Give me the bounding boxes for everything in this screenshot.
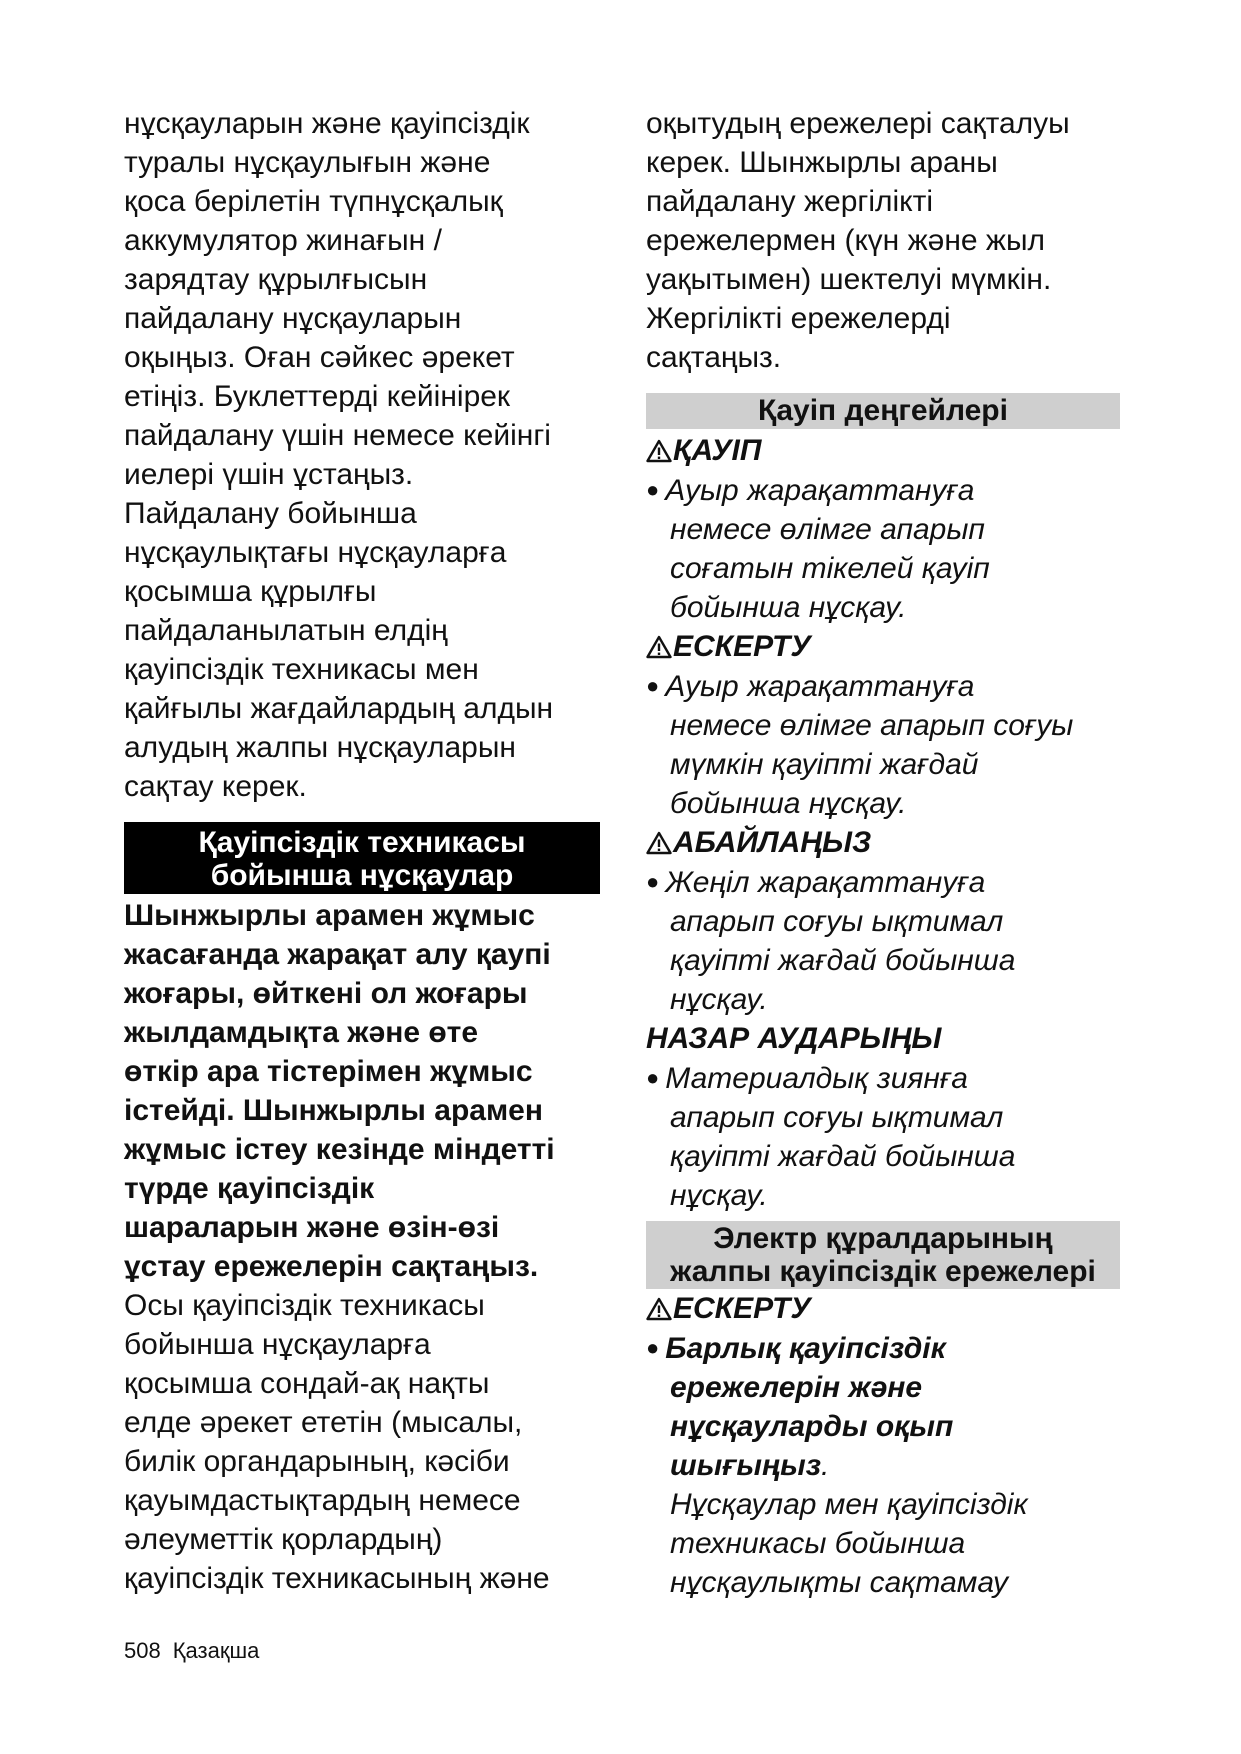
text-line: сақтау керек. [124, 770, 307, 803]
bold-text-line: жылдамдықта және өте [124, 1016, 479, 1049]
text-line: нұсқауларын және қауіпсіздік [124, 107, 530, 140]
bullet-continuation-line: қауіпті жағдай бойынша [670, 1140, 1016, 1173]
warning-triangle-icon [646, 1297, 672, 1321]
footer-language: Қазақша [172, 1638, 260, 1663]
hazard-level-label: ЕСКЕРТУ [673, 1292, 811, 1325]
hazard-level-heading [646, 627, 1126, 666]
bold-text-line: жоғары, өйткені ол жоғары [124, 977, 528, 1010]
right-column [646, 104, 1126, 1602]
bullet-continuation-line: бойынша нұсқау. [670, 591, 907, 624]
end-punctuation: . [821, 1449, 830, 1482]
bold-warning-paragraph [124, 896, 614, 1286]
section-title-line: Электр құралдарының [713, 1222, 1053, 1255]
bullet-text: Материалдық зиянға [665, 1062, 968, 1095]
text-line: қоса берілетін түпнұсқалық [124, 185, 503, 218]
bold-text-line: түрде қауіпсіздік [124, 1172, 375, 1205]
page-number: 508 [124, 1638, 161, 1663]
hazard-level-heading [646, 823, 1126, 862]
text-line: пайдалану үшін немесе кейінгі [124, 419, 551, 452]
text-line: алудың жалпы нұсқауларын [124, 731, 516, 764]
hazard-level-label: ҚАУІП [673, 434, 762, 467]
bold-text-line: жасағанда жарақат алу қаупі [124, 938, 551, 971]
hazard-level-caution [646, 823, 1126, 1019]
bullet-continuation-line: нұсқау. [670, 1179, 768, 1212]
bold-text-line: жұмыс істеу кезінде міндетті [124, 1133, 555, 1166]
bullet-continuation-line: бойынша нұсқау. [670, 787, 907, 820]
text-line: қауымдастықтардың немесе [124, 1484, 521, 1517]
hazard-level-label: НАЗАР АУДАРЫҢЫ [646, 1022, 942, 1055]
text-line: иелері үшін ұстаңыз. [124, 458, 414, 491]
bold-text-line: ұстау ережелерін сақтаңыз. [124, 1250, 539, 1283]
text-line: керек. Шынжырлы араны [646, 146, 998, 179]
text-line: қауіпсіздік техникасы мен [124, 653, 479, 686]
bullet-continuation-line [646, 1446, 1126, 1485]
right-intro-paragraph [646, 104, 1126, 377]
hazard-level-danger [646, 431, 1126, 627]
text-line: уақытымен) шектелуі мүмкін. [646, 263, 1052, 296]
text-line: Пайдалану бойынша [124, 497, 417, 530]
bullet-line [646, 470, 1126, 510]
bullet-continuation-line: нұсқаулықты сақтамау [670, 1566, 1009, 1599]
bullet-continuation-line: немесе өлімге апарып [670, 513, 985, 546]
text-line: оқытудың ережелері сақталуы [646, 107, 1070, 140]
hazard-level-heading [646, 1019, 1126, 1058]
hazard-level-heading [646, 431, 1126, 470]
text-line: Осы қауіпсіздік техникасы [124, 1289, 485, 1322]
hazard-level-notice [646, 1019, 1126, 1215]
bold-text-line: шараларын және өзін-өзі [124, 1211, 500, 1244]
bullet-text: шығыңыз [670, 1449, 822, 1482]
bullet-dot: ● [646, 673, 660, 698]
text-line: зарядтау құрылғысын [124, 263, 428, 296]
bullet-continuation-line: мүмкін қауіпті жағдай [670, 748, 979, 781]
text-line: аккумулятор жинағын / [124, 224, 442, 257]
left-intro-paragraph [124, 104, 614, 806]
text-line: әлеуметтік қорлардың) [124, 1523, 443, 1556]
bullet-line [646, 862, 1126, 902]
warning-triangle-icon [646, 439, 672, 463]
bullet-line [646, 666, 1126, 706]
bold-text-line: істейді. Шынжырлы арамен [124, 1094, 543, 1127]
bullet-line [646, 1328, 1126, 1368]
bullet-line [646, 1058, 1126, 1098]
section-title-line: жалпы қауіпсіздік ережелері [670, 1255, 1096, 1288]
bullet-continuation-line: нұсқауларды оқып [670, 1410, 954, 1443]
section-title-safety-instructions [124, 822, 600, 894]
bullet-dot: ● [646, 477, 660, 502]
bullet-dot: ● [646, 1335, 660, 1360]
bullet-continuation-line: апарып соғуы ықтимал [670, 905, 1004, 938]
bullet-text: Барлық қауіпсіздік [665, 1332, 946, 1365]
text-line: сақтаңыз. [646, 341, 782, 374]
text-line: туралы нұсқаулығын және [124, 146, 491, 179]
section-title-line: Қауіпсіздік техникасы [198, 826, 526, 859]
bullet-continuation-line: ережелерін және [670, 1371, 923, 1404]
bullet-text: Ауыр жарақаттануға [665, 474, 975, 507]
hazard-level-label: АБАЙЛАҢЫЗ [673, 826, 872, 859]
text-line: қайғылы жағдайлардың алдын [124, 692, 554, 725]
bullet-dot: ● [646, 1065, 660, 1090]
bullet-continuation-line: қауіпті жағдай бойынша [670, 944, 1016, 977]
text-line: нұсқаулықтағы нұсқауларға [124, 536, 507, 569]
bullet-continuation-line: нұсқау. [670, 983, 768, 1016]
text-line: қосымша құрылғы [124, 575, 377, 608]
electric-warning-block [646, 1289, 1126, 1602]
section-title-line: бойынша нұсқаулар [210, 859, 514, 892]
bullet-continuation-line: Нұсқаулар мен қауіпсіздік [670, 1488, 1028, 1521]
bullet-dot: ● [646, 869, 660, 894]
bold-text-line: өткір ара тістерімен жұмыс [124, 1055, 533, 1088]
bullet-text: Жеңіл жарақаттануға [665, 866, 986, 899]
text-line: етіңіз. Буклеттерді кейінірек [124, 380, 511, 413]
left-column [124, 104, 614, 1598]
warning-triangle-icon [646, 635, 672, 659]
left-body-paragraph [124, 1286, 614, 1598]
hazard-level-warning [646, 627, 1126, 823]
warning-triangle-icon [646, 831, 672, 855]
text-line: қауіпсіздік техникасының және [124, 1562, 550, 1595]
text-line: ережелермен (күн және жыл [646, 224, 1046, 257]
text-line: пайдаланылатын елдің [124, 614, 448, 647]
text-line: билік органдарының, кәсіби [124, 1445, 510, 1478]
text-line: пайдалану нұсқауларын [124, 302, 462, 335]
bullet-text: Ауыр жарақаттануға [665, 670, 975, 703]
hazard-level-label: ЕСКЕРТУ [673, 630, 811, 663]
page-footer [124, 1637, 259, 1665]
bold-text-line: Шынжырлы арамен жұмыс [124, 899, 535, 932]
bullet-continuation-line: техникасы бойынша [670, 1527, 966, 1560]
text-line: оқыңыз. Оған сәйкес әрекет [124, 341, 515, 374]
text-line: елде әрекет ететін (мысалы, [124, 1406, 523, 1439]
section-title-hazard-levels: Қауіп деңгейлері [646, 393, 1120, 429]
bullet-continuation-line: соғатын тікелей қауіп [670, 552, 990, 585]
text-line: қосымша сондай-ақ нақты [124, 1367, 490, 1400]
text-line: пайдалану жергілікті [646, 185, 934, 218]
hazard-level-heading [646, 1289, 1126, 1328]
text-line: бойынша нұсқауларға [124, 1328, 431, 1361]
text-line: Жергілікті ережелерді [646, 302, 951, 335]
bullet-continuation-line: апарып соғуы ықтимал [670, 1101, 1004, 1134]
bullet-continuation-line: немесе өлімге апарып соғуы [670, 709, 1074, 742]
section-title-electric-tools-safety [646, 1221, 1120, 1289]
